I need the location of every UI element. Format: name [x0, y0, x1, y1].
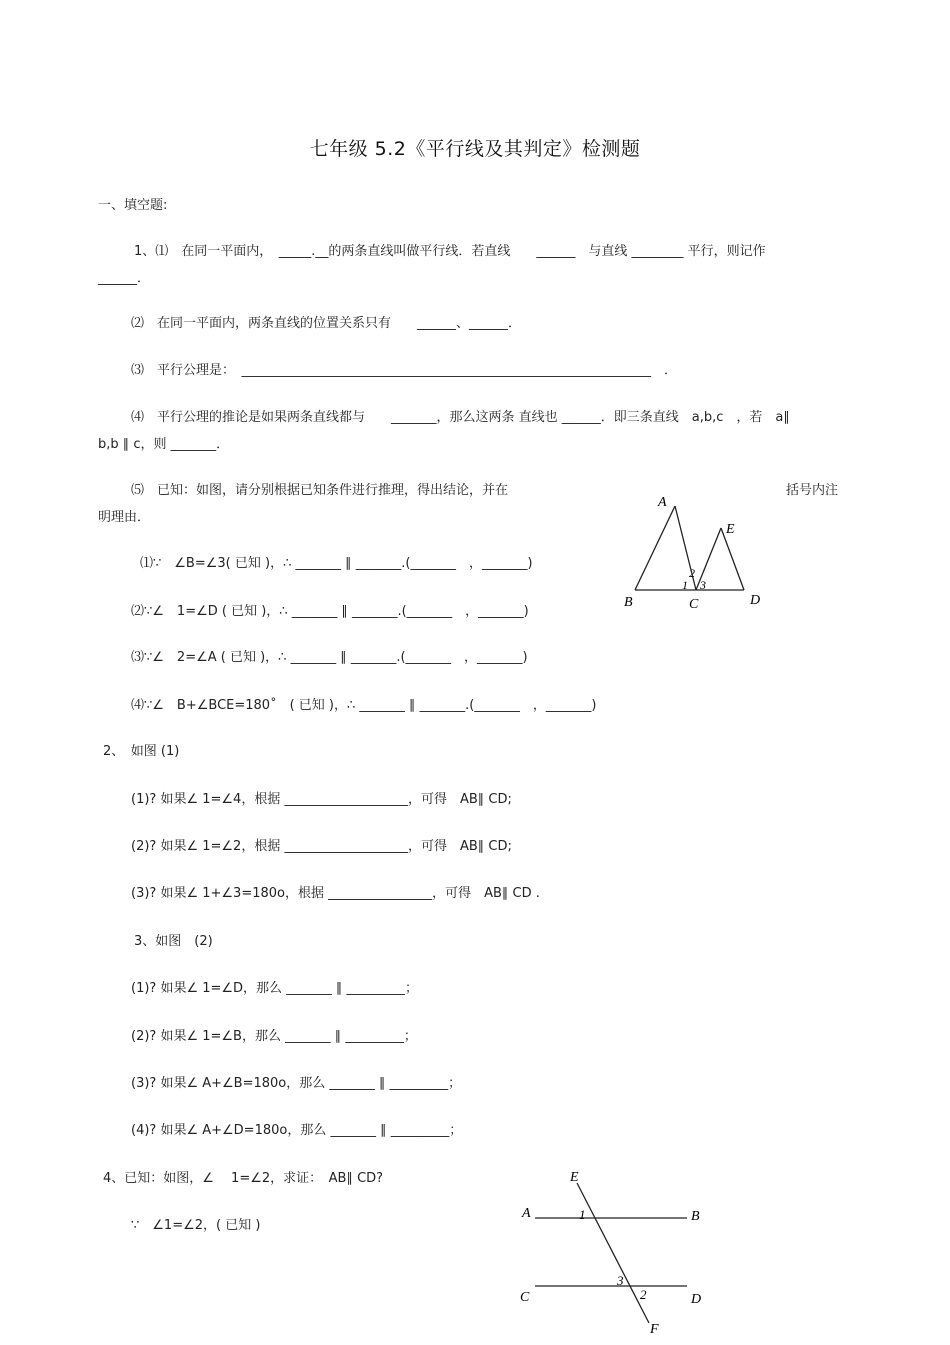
q3-item-1: (1)? 如果∠ 1=∠D，那么 _______ ∥ _________； — [131, 981, 418, 996]
fig2-label-c: C — [520, 1290, 530, 1305]
fig2-label-f: F — [650, 1322, 659, 1337]
fig2-label-b: B — [691, 1209, 700, 1224]
parallel-lines-figure — [515, 1165, 715, 1340]
q1-5-step-2: ⑵∵∠ 1=∠D ( 已知 )，∴ _______ ∥ _______.(_______ ，_______) — [131, 604, 529, 619]
q1-3-line: ⑶ 平行公理是： _______________________________________________________________ ． — [131, 363, 678, 378]
q1-5-step-3: ⑶∵∠ 2=∠A ( 已知 )，∴ _______ ∥ _______.(_______ ，_______) — [131, 650, 528, 665]
q2-item-3: (3)? 如果∠ 1+∠3=180o，根据 ________________，可得 AB∥ CD . — [131, 886, 540, 901]
q1-4-line: ⑷ 平行公理的推论是如果两条直线都与 _______，那么这两条 直线也 ______．即三条直线 a,b,c ，若 a∥ — [131, 410, 790, 425]
q2-heading: 2、 如图 (1) — [103, 744, 180, 759]
q3-heading: 3、如图 (2) — [134, 934, 213, 949]
fig1-label-b: B — [624, 595, 633, 610]
q1-5-line-cont: 明理由． — [98, 510, 151, 525]
fig2-label-e: E — [570, 1170, 579, 1185]
q2-item-2: (2)? 如果∠ 1=∠2，根据 ___________________，可得 AB∥ CD; — [131, 839, 512, 854]
fig1-label-c: C — [689, 597, 699, 612]
fig2-angle-1: 1 — [579, 1207, 586, 1222]
fig2-angle-3: 3 — [617, 1273, 624, 1288]
q1-5-step-4: ⑷∵∠ B+∠BCE=180˚ ( 已知 )，∴ _______ ∥ _______.(_______ ，_______) — [131, 698, 597, 713]
q3-item-4: (4)? 如果∠ A+∠D=180o，那么 _______ ∥ _________； — [131, 1123, 463, 1138]
q3-item-2: (2)? 如果∠ 1=∠B，那么 _______ ∥ _________； — [131, 1029, 417, 1044]
q1-5-step-1: ⑴∵ ∠B=∠3( 已知 )，∴ _______ ∥ _______.(_______ ，_______) — [140, 556, 533, 571]
q4-heading: 4、已知：如图，∠ 1=∠2，求证： AB∥ CD? — [103, 1171, 384, 1186]
fig1-angle-3: 3 — [700, 578, 706, 592]
fig1-label-d: D — [750, 593, 761, 608]
fig1-label-a: A — [658, 495, 667, 510]
q4-proof-step: ∵ ∠1=∠2，( 已知 ) — [131, 1218, 261, 1233]
q1-4-line-cont: b,b ∥ c，则 _______． — [98, 437, 230, 452]
section-heading: 一、填空题: — [98, 198, 168, 213]
page-title: 七年级 5.2《平行线及其判定》检测题 — [309, 138, 641, 160]
triangle-figure — [620, 488, 770, 613]
q3-item-3: (3)? 如果∠ A+∠B=180o，那么 _______ ∥ _________； — [131, 1076, 462, 1091]
q1-1-line-cont: ______． — [98, 271, 151, 286]
fig1-angle-2: 2 — [689, 566, 695, 580]
q2-item-1: (1)? 如果∠ 1=∠4，根据 ___________________，可得 AB∥ CD; — [131, 792, 512, 807]
fig2-label-a: A — [522, 1206, 531, 1221]
fig2-angle-2: 2 — [640, 1287, 647, 1302]
q1-5-line-right: 括号内注 — [786, 483, 839, 498]
q1-2-line: ⑵ 在同一平面内，两条直线的位置关系只有 ______、______． — [131, 316, 522, 331]
q1-1-line: 1、⑴ 在同一平面内， _____.__的两条直线叫做平行线．若直线 ______ 与直线 ________ 平行，则记作 — [134, 244, 766, 259]
fig2-label-d: D — [691, 1292, 702, 1307]
fig1-label-e: E — [726, 522, 735, 537]
fig1-angle-1: 1 — [682, 578, 688, 592]
q1-5-line: ⑸ 已知：如图，请分别根据已知条件进行推理，得出结论，并在 — [131, 483, 509, 498]
